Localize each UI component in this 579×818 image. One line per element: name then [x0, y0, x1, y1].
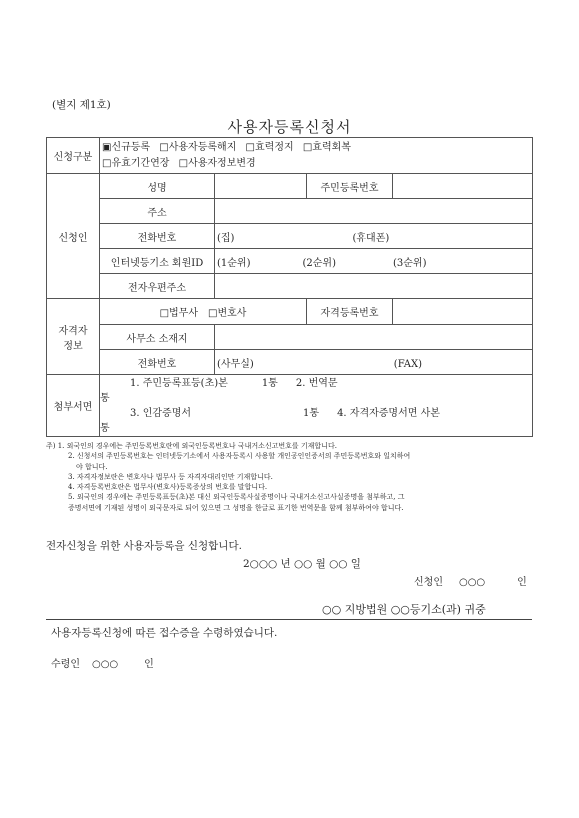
- office-phone-label: 전화번호: [100, 350, 215, 375]
- attachment-4-unit: 통: [100, 422, 110, 434]
- attachment-2-unit: 통: [100, 392, 110, 404]
- qualified-info-label: 자격자 정보: [47, 299, 100, 375]
- annex-number: (별지 제1호): [52, 99, 111, 111]
- attachment-3: 3. 인감증명서: [130, 407, 192, 419]
- recipient-signature: [51, 655, 154, 670]
- recipient-name: ○○○: [91, 659, 119, 670]
- office-phone-field[interactable]: [215, 350, 533, 375]
- name-field[interactable]: [215, 174, 307, 199]
- note-4: 4. 자격등록번호란은 법무사(변호사)등록증상의 번호를 말합니다.: [68, 483, 268, 492]
- signer-label: 신청인: [414, 577, 443, 588]
- attachment-4: 4. 자격자증명서면 사본: [337, 407, 440, 419]
- request-type-options: [100, 138, 533, 174]
- rrn-label: 주민등록번호: [307, 174, 393, 199]
- applicant-signature: [414, 573, 527, 588]
- court-addressee: ○○ 지방법원 ○○등기소(과) 귀중: [322, 603, 486, 616]
- checkbox-cancel-registration[interactable]: □사용자등록해지: [159, 141, 237, 153]
- fax-label: (FAX): [393, 358, 423, 370]
- recipient-label: 수령인: [51, 659, 80, 670]
- attachment-3-qty: 1통: [303, 407, 320, 419]
- phone-field[interactable]: [215, 224, 533, 249]
- attachment-1: 1. 주민등록표등(초)본: [130, 377, 228, 389]
- request-type-label: 신청구분: [47, 138, 100, 174]
- office-phone-sub-label: (사무실): [217, 358, 254, 370]
- qualification-reg-no-field[interactable]: [393, 299, 533, 325]
- seal-mark: 인: [517, 577, 527, 588]
- checkbox-attorney[interactable]: □변호사: [208, 308, 247, 319]
- note-2-cont: 야 합니다.: [76, 462, 108, 471]
- application-form-table: [46, 137, 533, 437]
- id-priority-3: (3순위): [393, 257, 427, 269]
- id-priority-2: (2순위): [302, 257, 336, 269]
- checkbox-judicial-scrivener[interactable]: □법무사: [159, 308, 198, 319]
- note-1: 주) 1. 외국인의 경우에는 주민등록번호란에 외국인등록번호나 국내거소신고번호를 기재합니다.: [46, 442, 337, 450]
- note-5: 5. 외국인의 경우에는 주민등록표등(초)본 대신 외국인등록사실증명이나 국내거소신고사실증명을 첨부하고, 그: [68, 493, 405, 502]
- note-2: 2. 신청서의 주민등록번호는 인터넷등기소에서 사용자등록시 사용할 개인공인인증서의 주민등록번호와 일치하여: [68, 452, 411, 461]
- name-label: 성명: [100, 174, 215, 199]
- checkbox-suspend[interactable]: □효력정지: [245, 141, 294, 153]
- id-priority-1: (1순위): [217, 257, 251, 269]
- divider-line: [46, 619, 532, 620]
- application-date: 2○○○ 년 ○○ 월 ○○ 일: [243, 558, 361, 570]
- qualification-reg-no-label: 자격등록번호: [307, 299, 393, 325]
- qualification-type[interactable]: [100, 299, 307, 325]
- request-type-row: [47, 138, 533, 174]
- email-label: 전자우편주소: [100, 274, 215, 299]
- phone-mobile-label: (휴대폰): [352, 232, 390, 244]
- checkbox-extend-validity[interactable]: □유효기간연장: [102, 157, 170, 169]
- note-3: 3. 자격자정보란은 변호사나 법무사 등 자격자대리인만 기재합니다.: [68, 472, 273, 481]
- notes-section: [46, 441, 536, 513]
- checkbox-change-info[interactable]: □사용자정보변경: [178, 157, 256, 169]
- signer-name: ○○○: [458, 577, 486, 588]
- receipt-statement: 사용자등록신청에 따른 접수증을 수령하였습니다.: [51, 627, 278, 639]
- attachment-1-qty: 1통: [261, 377, 278, 389]
- internet-id-field[interactable]: [215, 249, 533, 274]
- form-title: 사용자등록신청서: [227, 118, 352, 136]
- applicant-label: 신청인: [47, 174, 100, 299]
- application-statement: 전자신청을 위한 사용자등록을 신청합니다.: [46, 540, 242, 552]
- internet-id-label: 인터넷등기소 회원ID: [100, 249, 215, 274]
- note-5-cont: 증명서면에 기재된 성명이 외국문자로 되어 있으면 그 성명을 한글로 표기한 번역문을 함께 첨부하여야 합니다.: [68, 503, 404, 512]
- office-location-field[interactable]: [215, 325, 533, 350]
- checkbox-new-registration[interactable]: ▣신규등록: [102, 141, 151, 153]
- address-field[interactable]: [215, 199, 533, 224]
- phone-home-label: (집): [217, 232, 235, 244]
- attachments-label: 첨부서면: [47, 375, 100, 437]
- email-field[interactable]: [215, 274, 533, 299]
- address-label: 주소: [100, 199, 215, 224]
- rrn-field[interactable]: [393, 174, 533, 199]
- recipient-seal: 인: [144, 659, 154, 670]
- office-location-label: 사무소 소재지: [100, 325, 215, 350]
- attachments-list: [100, 375, 533, 437]
- checkbox-restore[interactable]: □효력회복: [302, 141, 351, 153]
- attachment-2: 2. 번역문: [295, 377, 338, 389]
- phone-label: 전화번호: [100, 224, 215, 249]
